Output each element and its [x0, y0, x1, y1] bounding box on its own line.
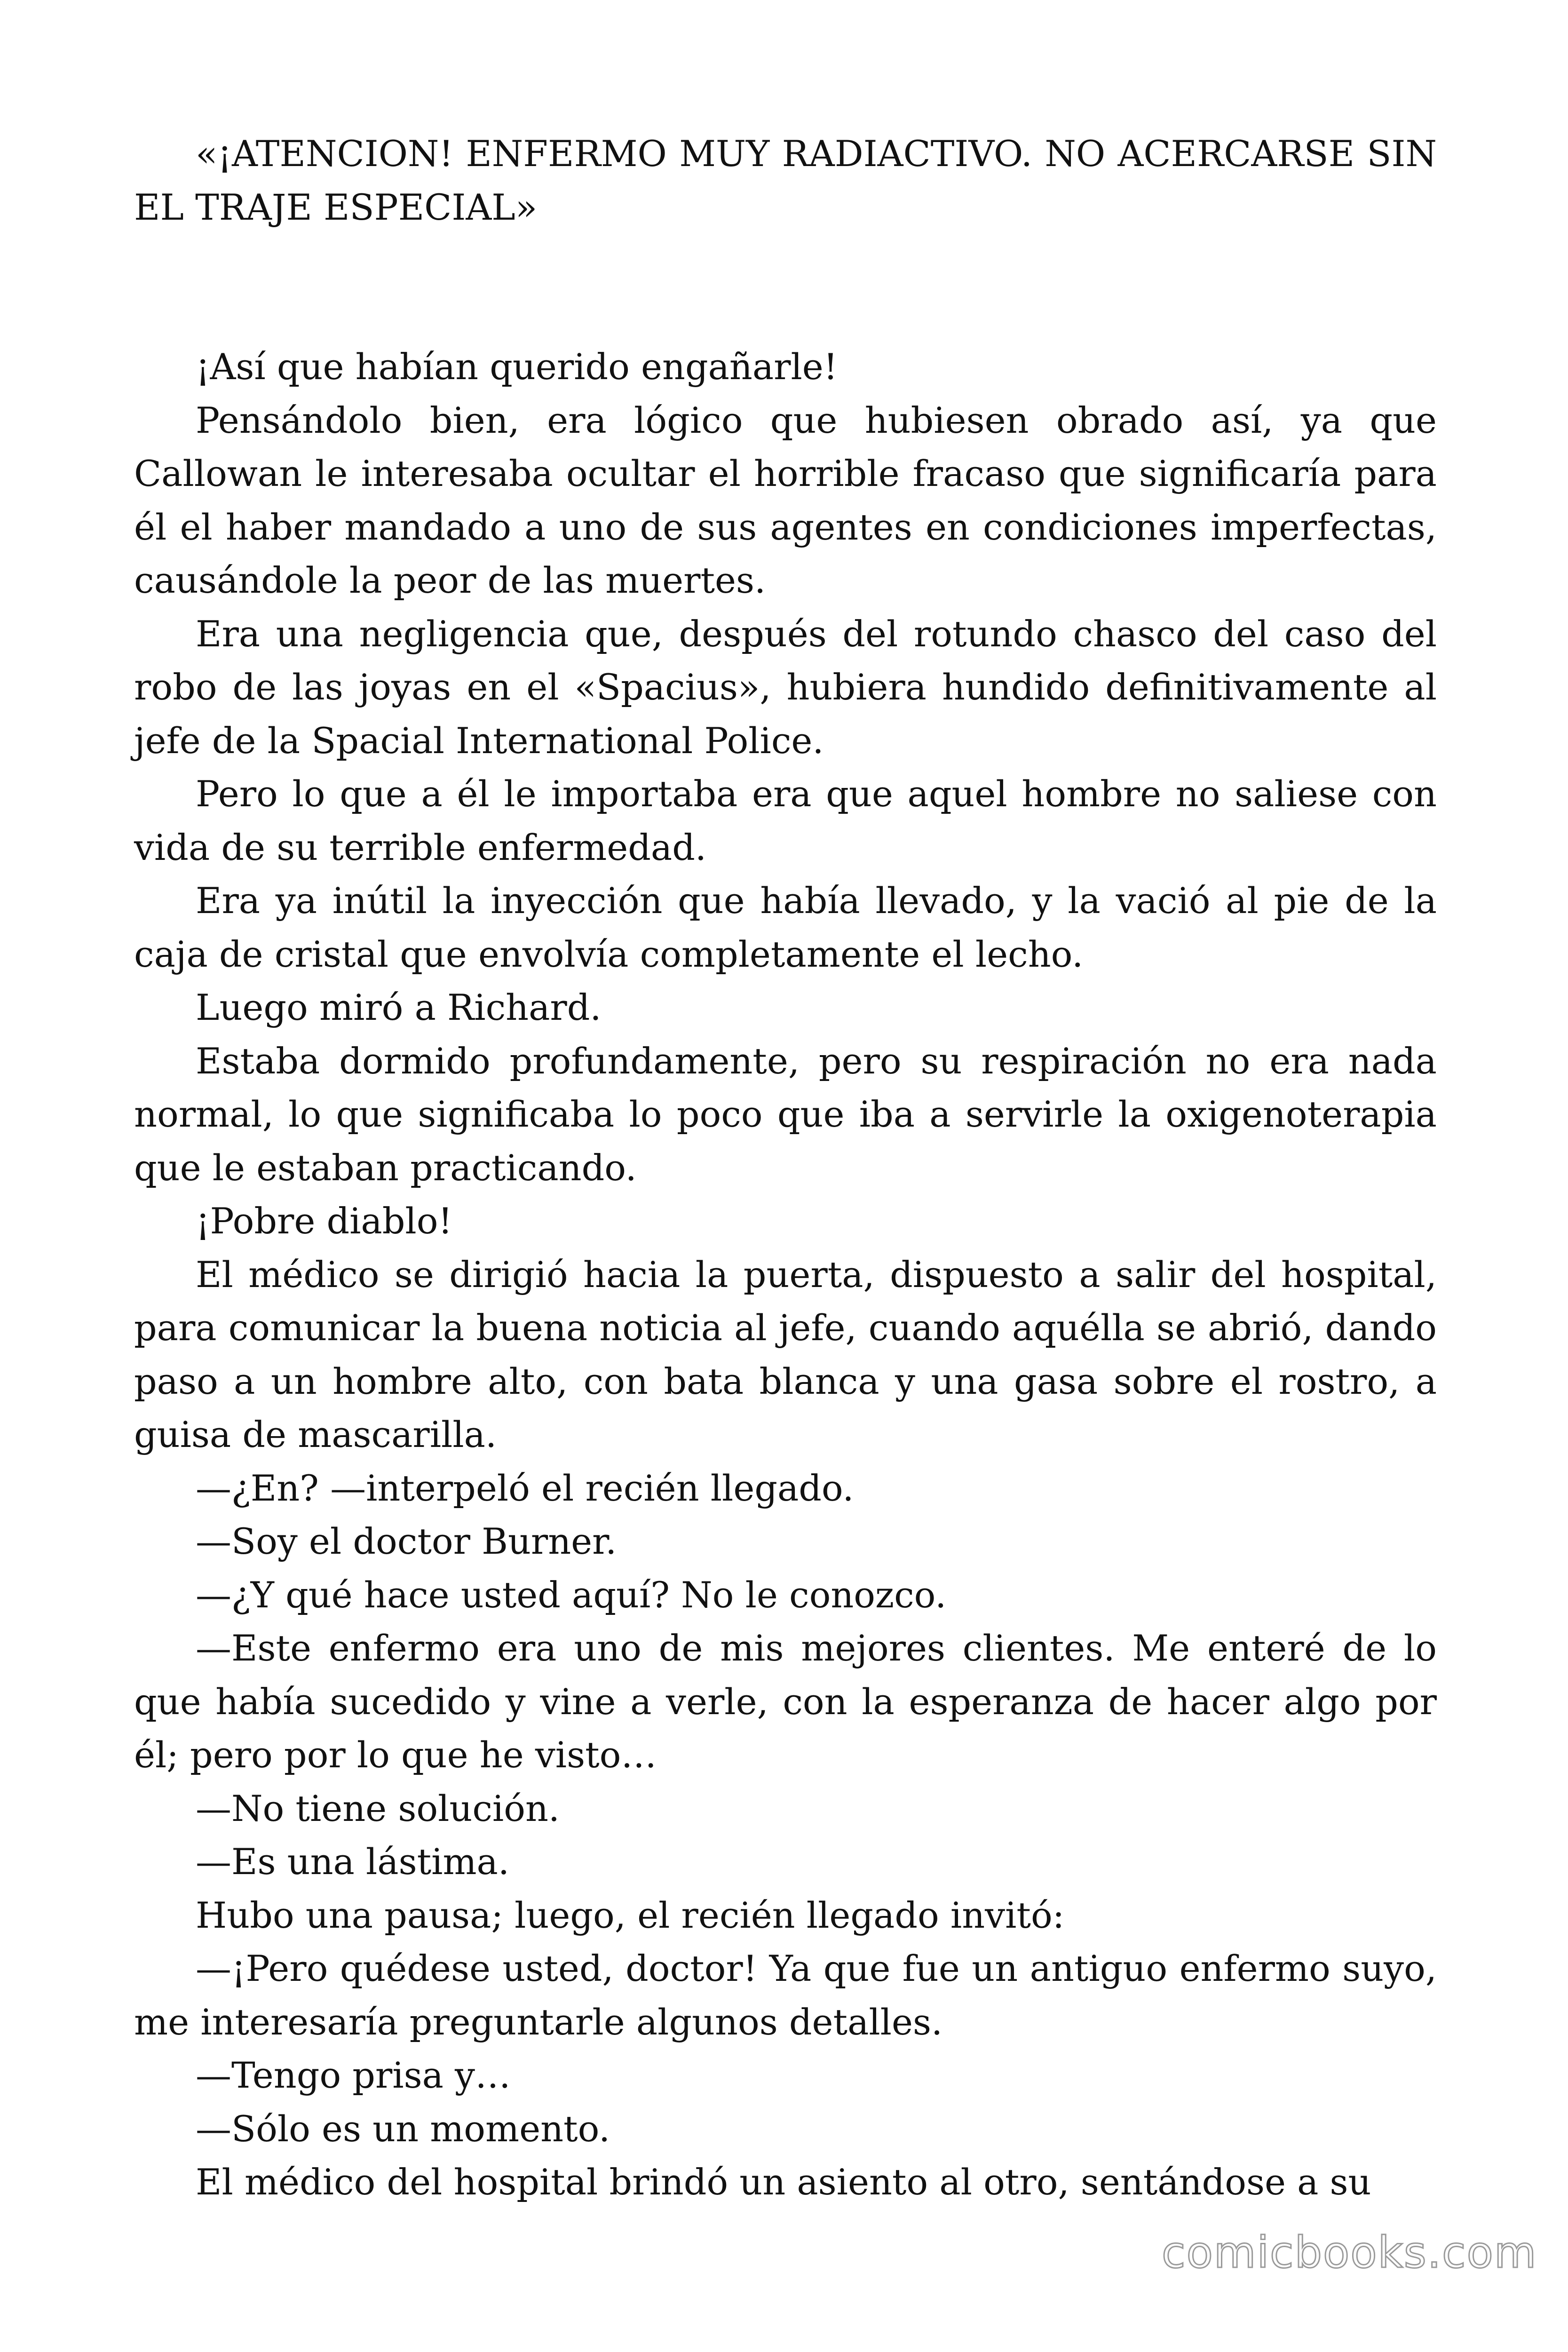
watermark: comicbooks.com: [1162, 2227, 1537, 2278]
paragraph: Era una negligencia que, después del rotundo chasco del caso del robo de las joyas en el «Spacius», hubiera hundido definitivamente al jefe de la Spacial International Police.: [134, 612, 1437, 762]
paragraph: Era ya inútil la inyección que había llevado, y la vació al pie de la caja de cristal que envolvía completamente el lecho.: [134, 880, 1437, 975]
paragraph: Luego miró a Richard.: [196, 986, 602, 1028]
dialogue-line: —Sólo es un momento.: [196, 2107, 610, 2150]
paragraph: ¡Pobre diablo!: [196, 1200, 452, 1242]
dialogue-line: —Es una lástima.: [196, 1841, 510, 1883]
dialogue-line: —Soy el doctor Burner.: [196, 1520, 617, 1562]
paragraph: El médico se dirigió hacia la puerta, dispuesto a salir del hospital, para comunicar la buena noticia al jefe, cuando aquélla se abrió, dando paso a un hombre alto, con bata blanca y una gasa sobre el rostro, a guisa de mascarilla.: [134, 1253, 1437, 1455]
paragraph: Pensándolo bien, era lógico que hubiesen obrado así, ya que Callowan le interesaba ocultar el horrible fracaso que significaría para él el haber mandado a uno de sus agentes en condiciones imperfectas, causándole la peor de las muertes.: [134, 399, 1437, 601]
dialogue-line: —Tengo prisa y…: [196, 2054, 511, 2096]
dialogue-line: —No tiene solución.: [196, 1787, 560, 1829]
paragraph: Estaba dormido profundamente, pero su respiración no era nada normal, lo que significaba lo poco que iba a servirle la oxigenoterapia que le estaban practicando.: [134, 1040, 1437, 1189]
warning-notice: «¡ATENCION! ENFERMO MUY RADIACTIVO. NO ACERCARSE SIN EL TRAJE ESPECIAL»: [134, 133, 1437, 228]
page-text: [134, 127, 1437, 2209]
dialogue-line: —¿En? —interpeló el recién llegado.: [196, 1467, 854, 1509]
dialogue-line: —¡Pero quédese usted, doctor! Ya que fue un antiguo enfermo suyo, me interesaría preguntarle algunos detalles.: [134, 1947, 1437, 2043]
paragraph: Hubo una pausa; luego, el recién llegado invitó:: [196, 1894, 1065, 1936]
paragraph: ¡Así que habían querido engañarle!: [196, 346, 838, 388]
dialogue-line: —Este enfermo era uno de mis mejores clientes. Me enteré de lo que había sucedido y vine a verle, con la esperanza de hacer algo por él; pero por lo que he visto…: [134, 1627, 1437, 1776]
paragraph: Pero lo que a él le importaba era que aquel hombre no saliese con vida de su terrible enfermedad.: [134, 773, 1437, 868]
dialogue-line: —¿Y qué hace usted aquí? No le conozco.: [196, 1573, 947, 1616]
paragraph: El médico del hospital brindó un asiento al otro, sentándose a su: [196, 2161, 1371, 2203]
